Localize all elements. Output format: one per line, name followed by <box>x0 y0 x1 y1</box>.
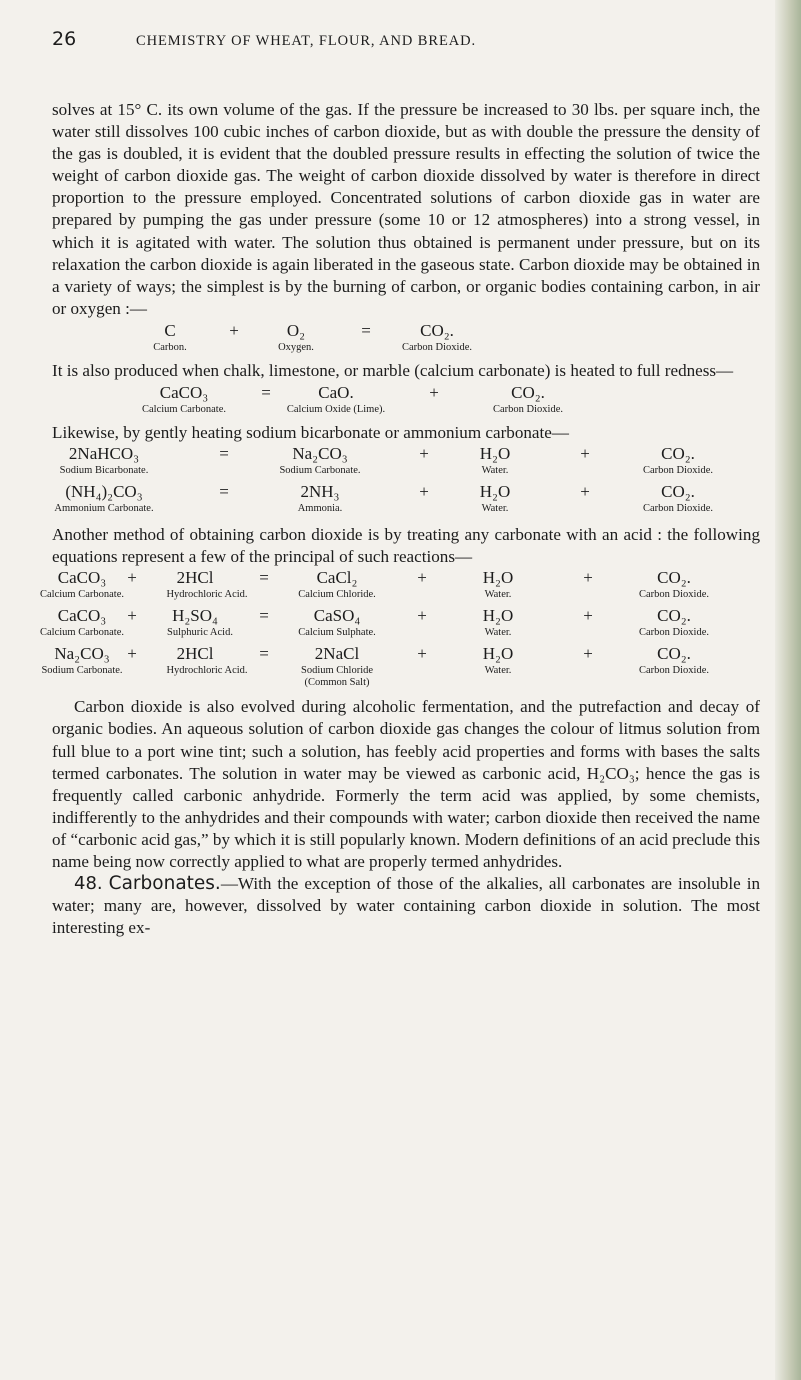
eq-term: H₂O <box>479 444 511 464</box>
eq-term: CaCO₃ <box>159 383 209 403</box>
book-page <box>40 28 760 939</box>
eq-operator: = <box>259 568 269 588</box>
equation-calcium-carbonate <box>52 382 760 422</box>
eq-operator: = <box>219 444 229 464</box>
page-header <box>52 28 760 64</box>
paragraph-carbonates <box>52 873 760 939</box>
eq-term: CO₂. <box>657 606 691 626</box>
paragraph-text: ; hence the gas is frequently called carbonic anhydride. Formerly the term acid was applied, by some chemists, indifferently to the anhydrides and their compounds with water; carbon dioxide then received the name of “carbonic acid gas,” by which it is still popularly known. Modern definitions of an acid preclude this name being now correctly applied to what are properly termed anhydrides. <box>52 763 760 871</box>
eq-operator: + <box>419 444 429 464</box>
eq-label: Hydrochloric Acid. <box>166 665 248 677</box>
eq-label: Carbon Dioxide. <box>643 503 713 515</box>
running-title: CHEMISTRY OF WHEAT, FLOUR, AND BREAD. <box>136 33 476 49</box>
paragraph-carbonic-acid <box>52 696 760 873</box>
eq-term: H₂O <box>482 606 514 626</box>
equation-carbon-combustion <box>52 320 760 360</box>
eq-term: 2NH₃ <box>300 482 340 502</box>
eq-label: Ammonium Carbonate. <box>54 503 154 515</box>
section-heading: Carbonates. <box>108 873 221 895</box>
eq-label: Oxygen. <box>278 341 314 353</box>
eq-term: CO₂. <box>511 383 545 403</box>
paragraph-acid-method: Another method of obtaining carbon dioxide is by treating any carbonate with an acid : the following equations represent a few of the principal of such reactions— <box>52 525 760 567</box>
eq-label: Water. <box>484 589 512 601</box>
eq-operator: + <box>229 320 239 340</box>
eq-term: H₂SO₄ <box>172 606 218 626</box>
eq-term: CaCO₃ <box>57 568 107 588</box>
eq-label: Sodium Chloride <box>300 665 374 677</box>
eq-label: Carbon Dioxide. <box>639 665 709 677</box>
eq-label: Carbon Dioxide. <box>493 404 563 416</box>
eq-label: Sodium Carbonate. <box>279 465 361 477</box>
eq-term: Na₂CO₃ <box>292 444 348 464</box>
eq-label: Sulphuric Acid. <box>167 627 233 639</box>
eq-label: Water. <box>481 503 509 515</box>
eq-operator: = <box>259 644 269 664</box>
eq-operator: = <box>361 320 371 340</box>
eq-term: CaCO₃ <box>57 606 107 626</box>
eq-term: C <box>164 320 176 340</box>
paragraph-bicarbonate: Likewise, by gently heating sodium bicarbonate or ammonium carbonate— <box>52 423 569 443</box>
section-number: 48. <box>74 873 103 895</box>
eq-term: O₂ <box>286 320 306 340</box>
eq-term: CO₂. <box>657 644 691 664</box>
eq-operator: + <box>580 444 590 464</box>
eq-label: Carbon. <box>153 341 187 353</box>
eq-term: 2NaHCO₃ <box>68 444 140 464</box>
paragraph-text: —With the exception of those of the alkalies, all carbonates are insoluble in water; many are, however, dissolved by water containing carbon dioxide in solution. The most interesting ex- <box>52 874 760 938</box>
eq-term: CaO. <box>318 383 354 403</box>
eq-label: Hydrochloric Acid. <box>166 589 248 601</box>
eq-operator: + <box>583 568 593 588</box>
eq-operator: = <box>219 482 229 502</box>
eq-label: Sodium Bicarbonate. <box>59 465 149 477</box>
eq-operator: + <box>583 606 593 626</box>
eq-term: 2HCl <box>176 568 214 588</box>
eq-operator: + <box>417 606 427 626</box>
eq-term: 2NaCl <box>314 644 360 664</box>
paragraph-chalk-heating: It is also produced when chalk, limestone, or marble (calcium carbonate) is heated to full redness— <box>52 360 734 380</box>
eq-label: Carbon Dioxide. <box>639 627 709 639</box>
eq-label: Water. <box>481 465 509 477</box>
eq-label: Calcium Sulphate. <box>298 627 376 639</box>
eq-label: Water. <box>484 627 512 639</box>
eq-term: CO₂. <box>420 320 454 340</box>
eq-label: Water. <box>484 665 512 677</box>
page-edge-shadow <box>775 0 801 1380</box>
eq-term: 2HCl <box>176 644 214 664</box>
eq-label: Ammonia. <box>297 503 343 515</box>
eq-operator: + <box>429 383 439 403</box>
eq-label: Calcium Chloride. <box>298 589 376 601</box>
equation-block-acids <box>40 568 760 696</box>
eq-operator: + <box>127 644 137 664</box>
eq-term: Na₂CO₃ <box>54 644 110 664</box>
eq-label: Carbon Dioxide. <box>639 589 709 601</box>
eq-label: (Common Salt) <box>304 677 370 689</box>
eq-label: Carbon Dioxide. <box>402 341 472 353</box>
eq-term: CO₂. <box>661 444 695 464</box>
eq-term: CaCl₂ <box>316 568 358 588</box>
eq-operator: + <box>419 482 429 502</box>
formula-carbonic-acid: H₂CO₃ <box>586 763 635 783</box>
eq-operator: = <box>259 606 269 626</box>
eq-operator: + <box>583 644 593 664</box>
eq-term: (NH₄)₂CO₃ <box>65 482 143 502</box>
eq-term: CO₂. <box>661 482 695 502</box>
eq-label: Sodium Carbonate. <box>41 665 123 677</box>
paragraph-gas-solubility: solves at 15° C. its own volume of the gas. If the pressure be increased to 30 lbs. per square inch, the water still dissolves 100 cubic inches of carbon dioxide, but as with double the pressure the density of the gas is doubled, it is evident that the doubled pressure results in effecting the solution of twice the weight of carbon dioxide gas. The weight of carbon dioxide dissolved by water is therefore in direct proportion to the pressure employed. Concentrated solutions of carbon dioxide gas in water are prepared by pumping the gas under pressure (some 10 or 12 atmospheres) into a strong vessel, in which it is agitated with water. The solution thus obtained is permanent under pressure, but on its relaxation the carbon dioxide is again liberated in the gaseous state. Carbon dioxide may be obtained in a variety of ways; the simplest is by the burning of carbon, or organic bodies containing carbon, in air or oxygen :— <box>52 100 760 318</box>
eq-term: CO₂. <box>657 568 691 588</box>
eq-label: Calcium Carbonate. <box>40 589 124 601</box>
eq-operator: = <box>261 383 271 403</box>
eq-operator: + <box>417 568 427 588</box>
eq-operator: + <box>580 482 590 502</box>
page-number: 26 <box>52 28 77 50</box>
eq-label: Calcium Carbonate. <box>40 627 124 639</box>
equation-block-bicarbonate <box>52 444 760 524</box>
eq-label: Carbon Dioxide. <box>643 465 713 477</box>
eq-term: H₂O <box>482 644 514 664</box>
paragraph-text: Carbon dioxide is also evolved during alcoholic fermentation, and the putrefaction and decay of organic bodies. An aqueous solution of carbon dioxide gas changes the colour of litmus solution from full blue to a port wine tint; such a solution, has feebly acid properties and forms with bases the salts termed carbonates. The solution in water may be viewed as carbonic acid, <box>52 697 760 783</box>
eq-label: Calcium Carbonate. <box>142 404 226 416</box>
eq-term: CaSO₄ <box>313 606 361 626</box>
eq-label: Calcium Oxide (Lime). <box>286 404 386 416</box>
eq-term: H₂O <box>479 482 511 502</box>
eq-operator: + <box>127 606 137 626</box>
eq-term: H₂O <box>482 568 514 588</box>
eq-operator: + <box>127 568 137 588</box>
eq-operator: + <box>417 644 427 664</box>
